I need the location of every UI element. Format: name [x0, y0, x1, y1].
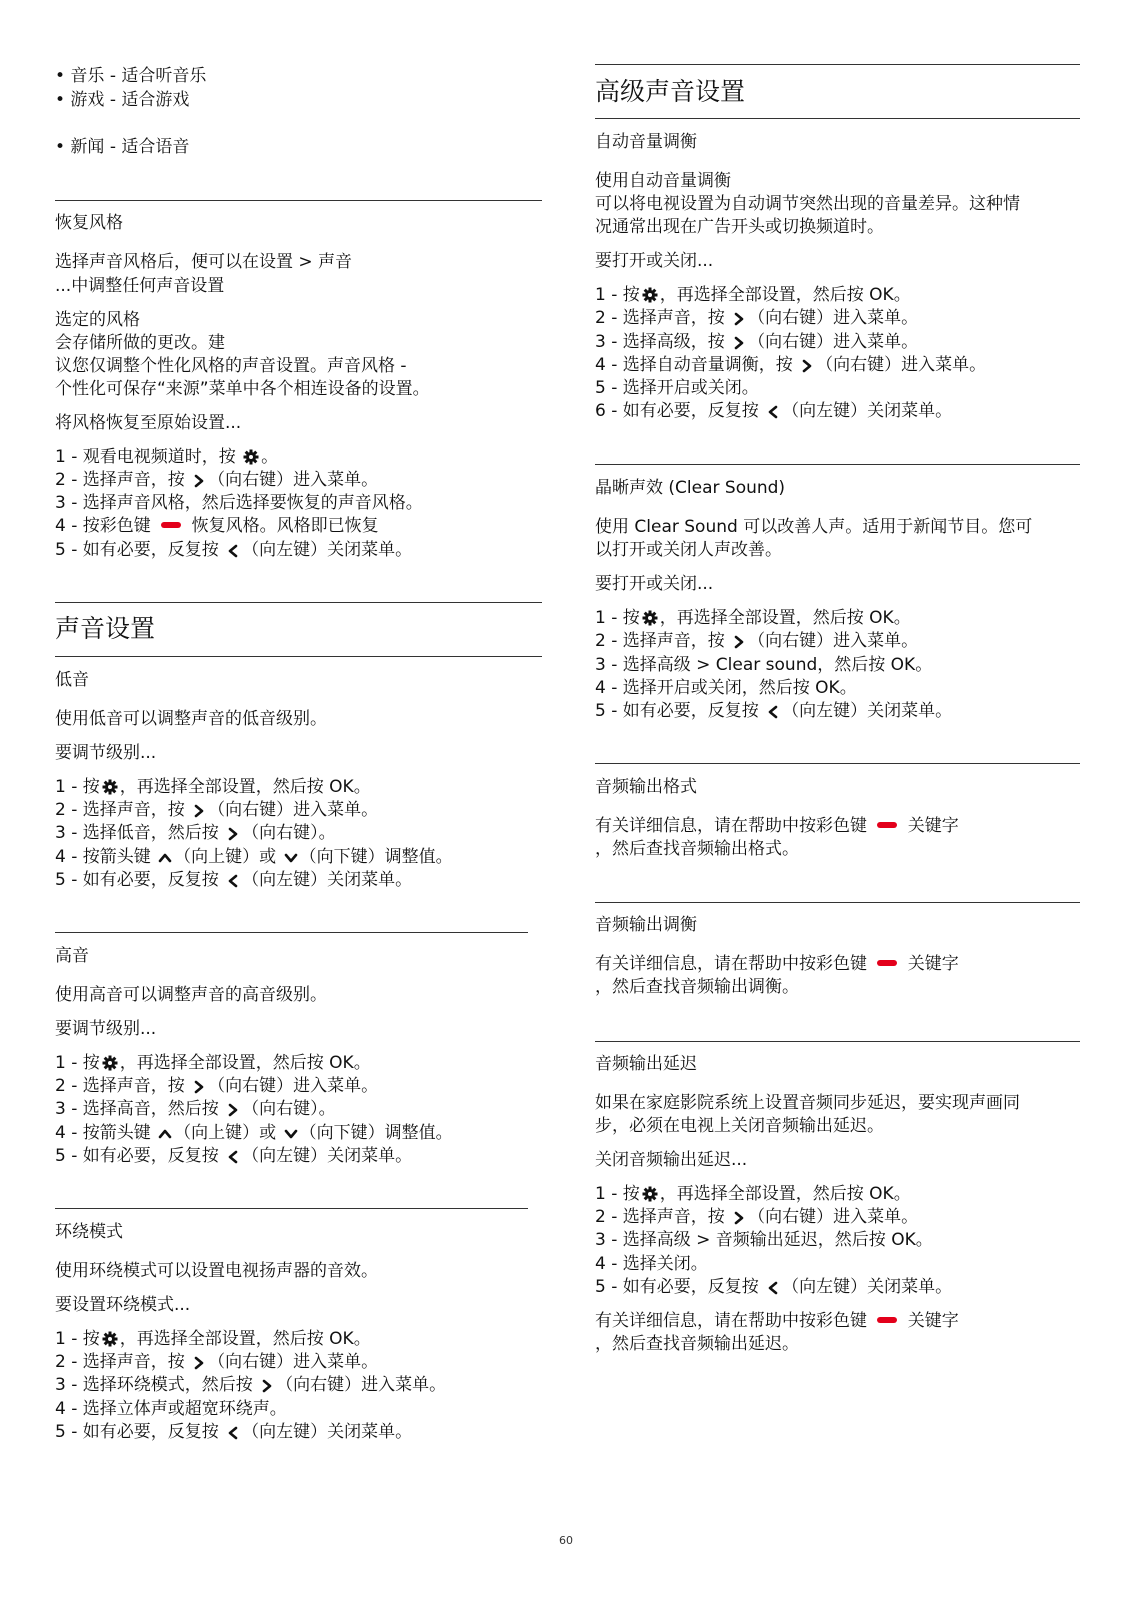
step-item: 5 - 选择开启或关闭。	[595, 378, 759, 398]
divider	[595, 464, 1080, 465]
chevron-left-icon	[226, 1147, 240, 1171]
audio-delay-heading: 音频输出延迟	[595, 1054, 697, 1074]
paragraph: 使用高音可以调整声音的高音级别。	[55, 985, 327, 1005]
paragraph: 有关详细信息，请在帮助中按彩色键 关键字	[595, 1311, 959, 1331]
surround-heading: 环绕模式	[55, 1222, 123, 1242]
step-item: 4 - 选择立体声或超宽环绕声。	[55, 1399, 287, 1419]
chevron-left-icon	[226, 1423, 240, 1447]
step-item: 2 - 选择声音，按 （向右键）进入菜单。	[595, 629, 918, 656]
divider	[595, 1041, 1080, 1042]
step-item: 6 - 如有必要，反复按 （向左键）关闭菜单。	[595, 399, 952, 426]
step-item: 2 - 选择声音，按 （向右键）进入菜单。	[55, 468, 378, 495]
steps-intro: 要打开或关闭...	[595, 574, 714, 594]
list-item: • 新闻 - 适合语音	[55, 137, 190, 157]
step-item: 2 - 选择声音，按 （向右键）进入菜单。	[595, 1205, 918, 1232]
paragraph: 可以将电视设置为自动调节突然出现的音量差异。这种情	[595, 194, 1020, 214]
divider	[595, 118, 1080, 119]
step-item: 1 - 按 ，再选择全部设置，然后按 OK。	[55, 775, 371, 802]
paragraph: 有关详细信息，请在帮助中按彩色键 关键字	[595, 816, 959, 836]
paragraph: 况通常出现在广告开头或切换频道时。	[595, 217, 884, 237]
step-item: 3 - 选择高音，然后按 （向右键）。	[55, 1097, 336, 1124]
step-item: 3 - 选择高级 > 音频输出延迟，然后按 OK。	[595, 1230, 933, 1250]
avl-heading: 自动音量调衡	[595, 132, 697, 152]
chevron-left-icon	[226, 541, 240, 565]
step-item: 5 - 如有必要，反复按 （向左键）关闭菜单。	[55, 538, 412, 565]
step-item: 4 - 按箭头键 （向上键）或 （向下键）调整值。	[55, 845, 453, 872]
divider	[595, 763, 1080, 764]
step-item: 2 - 选择声音，按 （向右键）进入菜单。	[55, 1074, 378, 1101]
paragraph: ...中调整任何声音设置	[55, 276, 225, 296]
divider	[55, 200, 542, 201]
chevron-left-icon	[226, 871, 240, 895]
red-color-key-icon	[877, 1317, 897, 1323]
step-item: 1 - 按 ，再选择全部设置，然后按 OK。	[55, 1327, 371, 1354]
steps-intro: 关闭音频输出延迟...	[595, 1150, 748, 1170]
red-color-key-icon	[877, 960, 897, 966]
list-item: • 游戏 - 适合游戏	[55, 90, 190, 110]
paragraph: 使用环绕模式可以设置电视扬声器的音效。	[55, 1261, 378, 1281]
step-item: 3 - 选择高级，按 （向右键）进入菜单。	[595, 330, 918, 357]
divider	[55, 932, 528, 933]
paragraph: 会存储所做的更改。建	[55, 333, 225, 353]
step-item: 4 - 按彩色键 恢复风格。风格即已恢复	[55, 516, 379, 536]
step-item: 1 - 按 ，再选择全部设置，然后按 OK。	[595, 1182, 911, 1209]
restore-heading: 恢复风格	[55, 213, 123, 233]
chevron-left-icon	[766, 1278, 780, 1302]
step-item: 3 - 选择声音风格，然后选择要恢复的声音风格。	[55, 493, 423, 513]
steps-intro: 要打开或关闭...	[595, 251, 714, 271]
paragraph: 个性化可保存“来源”菜单中各个相连设备的设置。	[55, 379, 430, 399]
divider	[595, 64, 1080, 65]
divider	[595, 902, 1080, 903]
step-item: 2 - 选择声音，按 （向右键）进入菜单。	[595, 306, 918, 333]
paragraph: 使用低音可以调整声音的低音级别。	[55, 709, 327, 729]
paragraph: 使用 Clear Sound 可以改善人声。适用于新闻节目。您可	[595, 517, 1033, 537]
steps-intro: 要调节级别...	[55, 743, 157, 763]
page-number: 60	[559, 1534, 573, 1547]
paragraph: 选定的风格	[55, 310, 140, 330]
paragraph: ，然后查找音频输出格式。	[595, 839, 799, 859]
red-color-key-icon	[161, 522, 181, 528]
step-item: 5 - 如有必要，反复按 （向左键）关闭菜单。	[595, 1275, 952, 1302]
paragraph: ，然后查找音频输出延迟。	[595, 1334, 799, 1354]
step-item: 2 - 选择声音，按 （向右键）进入菜单。	[55, 798, 378, 825]
step-item: 5 - 如有必要，反复按 （向左键）关闭菜单。	[595, 699, 952, 726]
section-title: 高级声音设置	[595, 77, 746, 106]
step-item: 5 - 如有必要，反复按 （向左键）关闭菜单。	[55, 868, 412, 895]
divider	[55, 656, 542, 657]
step-item: 4 - 按箭头键 （向上键）或 （向下键）调整值。	[55, 1121, 453, 1148]
clear-sound-heading: 晶晰声效 (Clear Sound)	[595, 478, 786, 498]
list-item: • 音乐 - 适合听音乐	[55, 66, 207, 86]
step-item: 3 - 选择环绕模式，然后按 （向右键）进入菜单。	[55, 1373, 446, 1400]
treble-heading: 高音	[55, 946, 89, 966]
step-item: 4 - 选择开启或关闭，然后按 OK。	[595, 678, 857, 698]
chevron-left-icon	[766, 402, 780, 426]
audio-format-heading: 音频输出格式	[595, 777, 697, 797]
paragraph: 步，必须在电视上关闭音频输出延迟。	[595, 1116, 884, 1136]
step-item: 1 - 按 ，再选择全部设置，然后按 OK。	[595, 606, 911, 633]
paragraph: 如果在家庭影院系统上设置音频同步延迟，要实现声画同	[595, 1093, 1020, 1113]
paragraph: 议您仅调整个性化风格的声音设置。声音风格 -	[55, 356, 407, 376]
chevron-left-icon	[766, 702, 780, 726]
steps-intro: 要设置环绕模式...	[55, 1295, 191, 1315]
step-item: 1 - 按 ，再选择全部设置，然后按 OK。	[55, 1051, 371, 1078]
steps-intro: 将风格恢复至原始设置...	[55, 413, 242, 433]
divider	[55, 1208, 528, 1209]
audio-leveling-heading: 音频输出调衡	[595, 915, 697, 935]
steps-intro: 要调节级别...	[55, 1019, 157, 1039]
paragraph: 选择声音风格后，便可以在设置 > 声音	[55, 252, 353, 272]
step-item: 2 - 选择声音，按 （向右键）进入菜单。	[55, 1350, 378, 1377]
paragraph: 以打开或关闭人声改善。	[595, 540, 782, 560]
step-item: 5 - 如有必要，反复按 （向左键）关闭菜单。	[55, 1420, 412, 1447]
step-item: 1 - 按 ，再选择全部设置，然后按 OK。	[595, 283, 911, 310]
step-item: 1 - 观看电视频道时，按 。	[55, 445, 278, 472]
paragraph: 使用自动音量调衡	[595, 171, 731, 191]
red-color-key-icon	[877, 822, 897, 828]
step-item: 4 - 选择自动音量调衡，按 （向右键）进入菜单。	[595, 353, 986, 380]
step-item: 5 - 如有必要，反复按 （向左键）关闭菜单。	[55, 1144, 412, 1171]
chevron-right-icon	[800, 356, 814, 380]
step-item: 3 - 选择低音，然后按 （向右键）。	[55, 821, 336, 848]
divider	[55, 602, 542, 603]
section-title: 声音设置	[55, 614, 156, 643]
step-item: 3 - 选择高级 > Clear sound，然后按 OK。	[595, 655, 933, 675]
paragraph: ，然后查找音频输出调衡。	[595, 977, 799, 997]
bass-heading: 低音	[55, 670, 89, 690]
step-item: 4 - 选择关闭。	[595, 1254, 708, 1274]
paragraph: 有关详细信息，请在帮助中按彩色键 关键字	[595, 954, 959, 974]
